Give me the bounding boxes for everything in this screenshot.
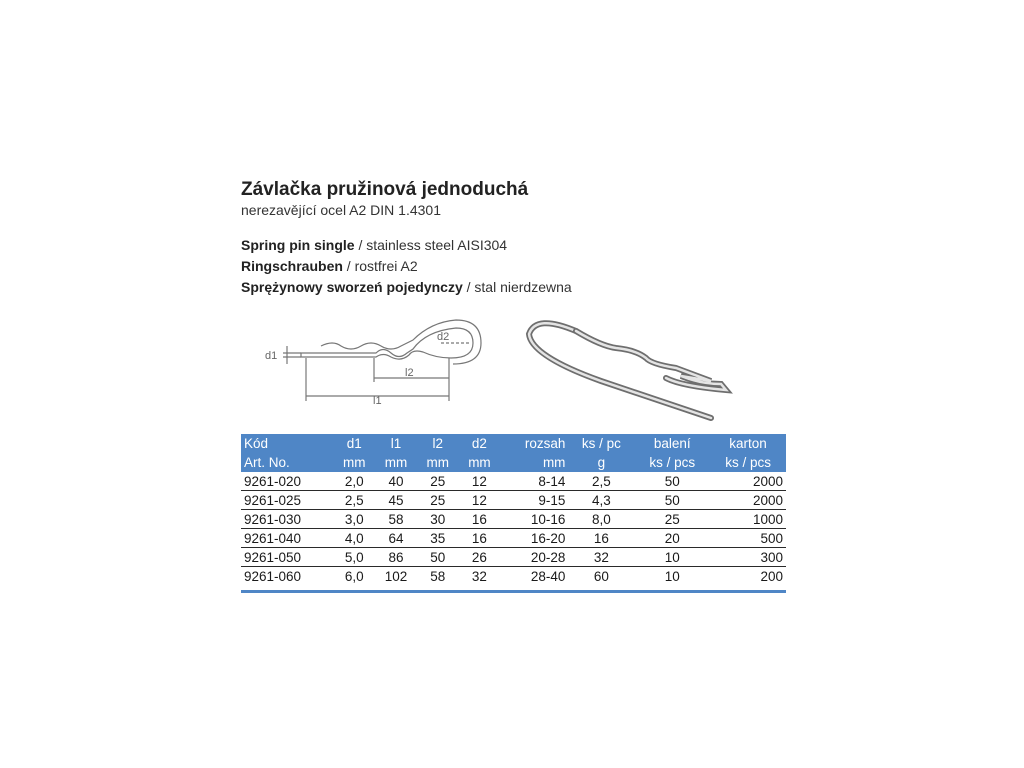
table-cell: 50 (417, 548, 459, 567)
table-cell: 4,3 (568, 491, 634, 510)
table-cell: 25 (417, 472, 459, 491)
header-cell: d1 (333, 434, 375, 453)
header-cell: mm (500, 453, 568, 472)
table-cell: 2,5 (568, 472, 634, 491)
table-cell: 2,5 (333, 491, 375, 510)
l1-label: l1 (373, 395, 382, 407)
header-cell: karton (710, 434, 786, 453)
pin-photo (529, 323, 726, 418)
table-cell: 10 (634, 548, 710, 567)
table-cell: 9-15 (500, 491, 568, 510)
description-rest: / stal nierdzewna (462, 279, 572, 295)
table-cell: 2000 (710, 491, 786, 510)
header-cell: d2 (459, 434, 501, 453)
technical-drawing (283, 320, 481, 401)
header-cell: mm (459, 453, 501, 472)
header-cell: rozsah (500, 434, 568, 453)
table-cell: 8-14 (500, 472, 568, 491)
table-cell: 16 (568, 529, 634, 548)
header-cell: ks / pc (568, 434, 634, 453)
table-cell: 1000 (710, 510, 786, 529)
table-cell: 25 (634, 510, 710, 529)
table-cell: 16 (459, 510, 501, 529)
table-cell: 12 (459, 472, 501, 491)
spec-table (241, 434, 786, 585)
table-cell: 16 (459, 529, 501, 548)
table-row (241, 491, 786, 510)
table-cell: 32 (471, 568, 487, 584)
table-cell: 86 (375, 548, 417, 567)
header-cell: g (568, 453, 634, 472)
table-cell: 60 (593, 568, 609, 584)
table-cell: 50 (634, 472, 710, 491)
table-cell: 500 (710, 529, 786, 548)
table-cell: 9261-050 (241, 548, 333, 567)
description-rest: / stainless steel AISI304 (354, 237, 508, 253)
header-cell: l2 (417, 434, 459, 453)
product-subtitle: nerezavějící ocel A2 DIN 1.4301 (241, 202, 442, 218)
table-header-row (241, 434, 786, 453)
table-cell: 58 (430, 568, 446, 584)
table-cell: 26 (459, 548, 501, 567)
table-cell: 35 (417, 529, 459, 548)
table-cell: 10-16 (500, 510, 568, 529)
description-lines (241, 235, 786, 298)
table-cell: 200 (760, 568, 783, 584)
header-cell: ks / pcs (634, 453, 710, 472)
table-cell: 102 (384, 568, 408, 584)
table-cell: 12 (459, 491, 501, 510)
table-row (241, 548, 786, 567)
header-cell: mm (333, 453, 375, 472)
table-cell: 50 (634, 491, 710, 510)
header-cell: mm (417, 453, 459, 472)
table-row (241, 510, 786, 529)
header-cell: Art. No. (241, 453, 333, 472)
product-title: Závlačka pružinová jednoduchá (241, 179, 529, 200)
table-cell: 2,0 (333, 472, 375, 491)
d2-label: d2 (437, 331, 450, 343)
description-english (241, 235, 786, 256)
table-cell: 3,0 (333, 510, 375, 529)
header-cell: l1 (375, 434, 417, 453)
table-cell: 4,0 (333, 529, 375, 548)
table-cell: 9261-060 (244, 568, 302, 584)
table-row (241, 567, 786, 586)
description-bold: Ringschrauben (241, 258, 343, 274)
table-cell: 40 (375, 472, 417, 491)
d1-label: d1 (265, 350, 278, 362)
description-rest: / rostfrei A2 (342, 258, 418, 274)
table-header-row (241, 453, 786, 472)
header-cell: balení (634, 434, 710, 453)
table-row (241, 529, 786, 548)
table-cell: 45 (375, 491, 417, 510)
table-cell: 20-28 (500, 548, 568, 567)
table-cell: 58 (375, 510, 417, 529)
table-cell: 28-40 (530, 568, 566, 584)
table-cell: 32 (568, 548, 634, 567)
description-bold: Spring pin single (241, 237, 355, 253)
table-cell: 2000 (710, 472, 786, 491)
header-cell: ks / pcs (710, 453, 786, 472)
table-row (241, 472, 786, 491)
table-bottom-bar (241, 590, 786, 593)
table-cell: 9261-025 (241, 491, 333, 510)
table-cell: 30 (417, 510, 459, 529)
product-figure (241, 306, 786, 436)
header-cell: Kód (241, 434, 333, 453)
l2-label: l2 (405, 367, 414, 379)
table-cell: 20 (634, 529, 710, 548)
product-sheet (241, 178, 786, 584)
description-bold: Sprężynowy sworzeń pojedynczy (241, 279, 463, 295)
table-cell: 6,0 (344, 568, 364, 584)
description-german (241, 256, 786, 277)
table-cell: 25 (417, 491, 459, 510)
header-cell: mm (375, 453, 417, 472)
table-cell: 16-20 (500, 529, 568, 548)
table-cell: 8,0 (568, 510, 634, 529)
table-cell: 9261-020 (241, 472, 333, 491)
description-polish (241, 277, 786, 298)
table-cell: 64 (375, 529, 417, 548)
table-cell: 9261-040 (241, 529, 333, 548)
table-cell: 300 (710, 548, 786, 567)
table-cell: 10 (664, 568, 680, 584)
table-cell: 5,0 (333, 548, 375, 567)
table-cell: 9261-030 (241, 510, 333, 529)
